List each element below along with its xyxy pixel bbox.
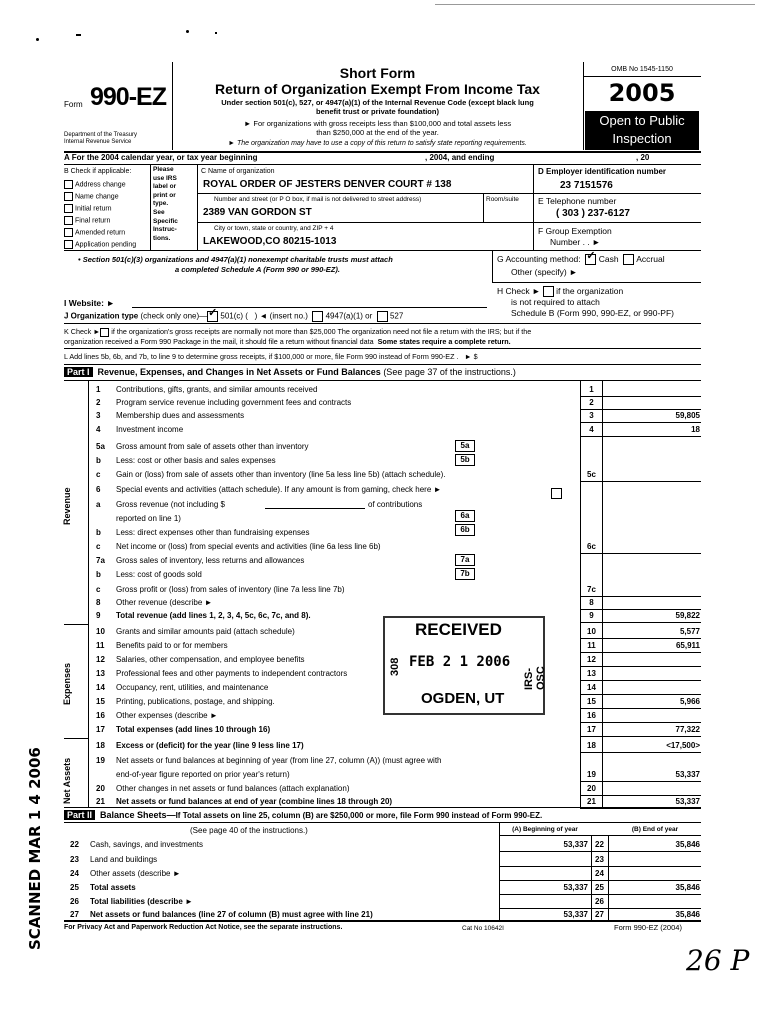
line-h: H Check ► if the organization xyxy=(497,286,624,296)
bs-row: 22 Cash, savings, and investments xyxy=(70,840,203,849)
k-checkbox[interactable] xyxy=(100,328,109,337)
org-type: J Organization type (check only one)—✓ 501(c) ( ) ◄ (insert no.) 4947(a)(1) or 527 xyxy=(64,311,403,322)
line-item: 14 Occupancy, rent, utilities, and maintenance xyxy=(96,683,269,692)
line-box-number: 15 xyxy=(587,697,596,706)
dept-line1: Department of the Treasury xyxy=(64,132,138,138)
line-rule xyxy=(580,596,701,597)
address-change-checkbox[interactable] xyxy=(64,180,73,189)
check-initial-return[interactable]: Initial return xyxy=(64,204,112,214)
city-label: City or town, state or country, and ZIP + 4 xyxy=(214,225,334,232)
line-item: 5a Gross amount from sale of assets other than inventory xyxy=(96,442,309,451)
line-item: c Gain or (loss) from sale of assets other than inventory (line 5a less line 5b) (attach schedule). xyxy=(96,470,446,479)
line-box-number: 8 xyxy=(589,598,594,607)
line-rule xyxy=(580,680,701,681)
bs-row: 27 Net assets or fund balances (line 27 of column (B) must agree with line 21) xyxy=(70,910,373,919)
accounting-other[interactable]: Other (specify) ► xyxy=(511,267,578,277)
schedule-b-checkbox[interactable] xyxy=(543,286,554,297)
line-h-2: is not required to attach xyxy=(511,297,600,307)
subtitle-2: benefit trust or private foundation) xyxy=(316,107,439,116)
bs-box-number: 26 xyxy=(595,897,604,906)
501c-checkbox[interactable] xyxy=(207,311,218,322)
line-rule xyxy=(580,622,701,623)
cat-number: Cat No 10642I xyxy=(462,925,504,932)
phone-value[interactable]: ( 303 ) 237-6127 xyxy=(556,208,630,219)
group-exemption-number: Number . . ► xyxy=(550,237,601,247)
line-rule xyxy=(580,736,701,737)
ein-value[interactable]: 23 7151576 xyxy=(560,180,613,191)
room-label: Room/suite xyxy=(486,196,519,203)
line-rule xyxy=(580,396,701,397)
subtitle-5: ► The organization may have to use a copy of this return to satisfy state reporting requirements. xyxy=(228,140,527,147)
scanned-stamp: SCANNED MAR 1 4 2006 xyxy=(26,747,44,950)
line-a-end: , 20 xyxy=(636,153,650,162)
subtitle-4: than $250,000 at the end of the year. xyxy=(316,128,439,137)
revenue-side-label: Revenue xyxy=(62,487,72,525)
line-item: c Gross profit or (loss) from sales of inventory (line 7a less line 7b) xyxy=(96,585,345,594)
line-item: 15 Printing, publications, postage, and shipping. xyxy=(96,697,275,706)
bs-col-b-value[interactable]: 35,846 xyxy=(675,883,700,892)
check-address-change[interactable]: Address change xyxy=(64,180,126,190)
org-name-label: C Name of organization xyxy=(201,168,275,175)
bs-col-a-value[interactable]: 53,337 xyxy=(563,910,588,919)
expenses-side-label: Expenses xyxy=(62,662,72,705)
line-rule xyxy=(580,808,701,809)
bs-see: (See page 40 of the instructions.) xyxy=(190,826,308,835)
line-box-number: 1 xyxy=(589,385,594,394)
phone-label: E Telephone number xyxy=(538,196,617,206)
bs-row: 24 Other assets (describe ► xyxy=(70,869,181,878)
bs-box-number: 24 xyxy=(595,869,604,878)
line-item: 12 Salaries, other compensation, and employee benefits xyxy=(96,655,305,664)
line-rule xyxy=(580,795,701,796)
line-item: 1 Contributions, gifts, grants, and similar amounts received xyxy=(96,385,318,394)
line-item: 6 Special events and activities (attach schedule). If any amount is from gaming, check here ► xyxy=(96,485,442,494)
street-label: Number and street (or P O box, if mail is not delivered to street address) xyxy=(214,196,422,203)
bs-col-b-value[interactable]: 35,846 xyxy=(675,840,700,849)
line-item: end-of-year figure reported on prior year's return) xyxy=(116,770,290,779)
line-box-number: 9 xyxy=(589,611,594,620)
line-box-number: 14 xyxy=(587,683,596,692)
bs-row: 23 Land and buildings xyxy=(70,855,158,864)
open-to-public-badge: Open to Public Inspection xyxy=(585,111,699,150)
line-item: 11 Benefits paid to or for members xyxy=(96,641,228,650)
bs-col-b-value[interactable]: 35,846 xyxy=(675,910,700,919)
line-item: 19 Net assets or fund balances at beginning of year (from line 27, column (A)) (must agree with xyxy=(96,756,442,765)
line-box-number: 13 xyxy=(587,669,596,678)
check-final-return[interactable]: Final return xyxy=(64,216,110,226)
line-rule xyxy=(580,553,701,554)
line-box-number: 17 xyxy=(587,725,596,734)
line-item: 7a Gross sales of inventory, less returns and allowances xyxy=(96,556,305,565)
bs-row: 26 Total liabilities (describe ► xyxy=(70,897,193,906)
line-amount[interactable]: <17,500> xyxy=(666,741,700,750)
part2-header: Part II Balance Sheets—If Total assets on line 25, column (B) are $250,000 or more, file Form 990 instead of Form 990-EZ. xyxy=(64,810,542,821)
name-change-checkbox[interactable] xyxy=(64,192,73,201)
line-box-number: 11 xyxy=(587,641,596,650)
line-item: 16 Other expenses (describe ► xyxy=(96,711,218,720)
bs-box-number: 22 xyxy=(595,840,604,849)
subtitle-3: ► For organizations with gross receipts less than $100,000 and total assets less xyxy=(243,119,512,128)
line-item: c Net income or (loss) from special events and activities (line 6a less line 6b) xyxy=(96,542,381,551)
bs-col-a-value[interactable]: 53,337 xyxy=(563,883,588,892)
accrual-checkbox[interactable] xyxy=(623,254,634,265)
bs-rule xyxy=(499,908,701,909)
org-name[interactable]: ROYAL ORDER OF JESTERS DENVER COURT # 138 xyxy=(203,179,452,190)
sec501-note-2: a completed Schedule A (Form 990 or 990-EZ). xyxy=(175,265,340,274)
line-box-number: 10 xyxy=(587,627,596,636)
form-title: Return of Organization Exempt From Income Tax xyxy=(215,81,540,97)
final-return-checkbox[interactable] xyxy=(64,216,73,225)
received-stamp: RECEIVED FEB 2 1 2006 OGDEN, UT 308 IRS-OSC xyxy=(383,616,545,715)
line-item: b Less: cost of goods sold xyxy=(96,570,202,579)
line-rule xyxy=(580,481,701,482)
bs-col-b: (B) End of year xyxy=(631,826,679,833)
line-item: 9 Total revenue (add lines 1, 2, 3, 4, 5c, 6c, 7c, and 8). xyxy=(96,611,311,620)
line-amount[interactable]: 53,337 xyxy=(675,770,700,779)
accounting-method: G Accounting method: ✓ Cash Accrual xyxy=(497,254,665,265)
bs-col-a-value[interactable]: 53,337 xyxy=(563,840,588,849)
box-5b: 5b xyxy=(455,454,475,466)
line-box-number: 16 xyxy=(587,711,596,720)
line-amount[interactable]: 5,966 xyxy=(679,697,700,706)
bs-box-number: 23 xyxy=(595,855,604,864)
line-amount[interactable]: 18 xyxy=(691,425,700,434)
line-item: 2 Program service revenue including government fees and contracts xyxy=(96,398,352,407)
line-box-number: 19 xyxy=(587,770,596,779)
of-contributions: of contributions xyxy=(368,500,423,509)
bs-row: 25 Total assets xyxy=(70,883,136,892)
line-item: 4 Investment income xyxy=(96,425,184,434)
bs-rule xyxy=(499,866,701,867)
line-box-number: 2 xyxy=(589,398,594,407)
box-5a: 5a xyxy=(455,440,475,452)
line-rule xyxy=(580,781,701,782)
gaming-checkbox[interactable] xyxy=(551,485,562,503)
bs-rule xyxy=(499,880,701,881)
line-h-3: Schedule B (Form 990, 990-EZ, or 990-PF) xyxy=(511,308,674,318)
line-amount[interactable]: 5,577 xyxy=(679,627,700,636)
cash-checkbox[interactable] xyxy=(585,254,596,265)
line-box-number: 5c xyxy=(587,470,596,479)
irs-label-instructions: Please use IRS label or print or type. See Specific Instruc- tions. xyxy=(153,166,178,242)
line-item: b Less: direct expenses other than fundraising expenses xyxy=(96,528,310,537)
org-street[interactable]: 2389 VAN GORDON ST xyxy=(203,207,312,218)
group-exemption-label: F Group Exemption xyxy=(538,226,612,236)
bs-col-a: (A) Beginning of year xyxy=(512,826,578,833)
line-rule xyxy=(580,638,701,639)
line-l: L Add lines 5b, 6b, and 7b, to line 9 to determine gross receipts, if $100,000 or more, file Form 990 instead of Form 990-EZ . ► $ xyxy=(64,352,478,361)
bs-box-number: 27 xyxy=(595,910,604,919)
527-checkbox[interactable] xyxy=(377,311,388,322)
website-label: I Website: ► xyxy=(64,298,115,308)
line-item: 20 Other changes in net assets or fund balances (attach explanation) xyxy=(96,784,350,793)
initial-return-checkbox[interactable] xyxy=(64,204,73,213)
line-rule xyxy=(580,694,701,695)
application-pending-checkbox[interactable] xyxy=(64,240,73,249)
line-box-number: 4 xyxy=(589,425,594,434)
form-number: 990-EZ xyxy=(90,83,166,111)
bs-box-number: 25 xyxy=(595,883,604,892)
form-footer: Form 990-EZ (2004) xyxy=(614,923,682,932)
line-item: 21 Net assets or fund balances at end of year (combine lines 18 through 20) xyxy=(96,797,393,806)
line-rule xyxy=(580,436,701,437)
line-box-number: 20 xyxy=(587,784,596,793)
ein-label: D Employer identification number xyxy=(538,167,667,176)
line-item: 8 Other revenue (describe ► xyxy=(96,598,213,607)
bs-rule xyxy=(499,894,701,895)
line-amount[interactable]: 65,911 xyxy=(675,641,700,650)
line-rule xyxy=(580,722,701,723)
omb-number: OMB No 1545-1150 xyxy=(611,66,673,73)
line-a-mid: , 2004, and ending xyxy=(425,153,495,162)
net-assets-side-label: Net Assets xyxy=(62,757,72,804)
sec501-note: • Section 501(c)(3) organizations and 4947(a)(1) nonexempt charitable trusts must attach xyxy=(78,255,393,264)
part1-header: Part I Revenue, Expenses, and Changes in Net Assets or Fund Balances (See page 37 of the instructions.) xyxy=(64,367,516,378)
line-amount[interactable]: 59,805 xyxy=(675,411,700,420)
line-item: reported on line 1) xyxy=(116,514,181,523)
line-rule xyxy=(580,422,701,423)
subtitle-1: Under section 501(c), 527, or 4947(a)(1) of the Internal Revenue Code (except black lung xyxy=(221,98,534,107)
line-box-number: 18 xyxy=(587,741,596,750)
bs-rule xyxy=(499,851,701,852)
line-item: 18 Excess or (deficit) for the year (line 9 less line 17) xyxy=(96,741,304,750)
tax-year: 2005 xyxy=(608,79,676,107)
privacy-notice: For Privacy Act and Paperwork Reduction Act Notice, see the separate instructions. xyxy=(64,924,343,931)
line-amount[interactable]: 77,322 xyxy=(675,725,700,734)
line-k: K Check ► if the organization's gross receipts are normally not more than $25,000 The organization need not file a return with the IRS; but if the xyxy=(64,327,532,336)
line-box-number: 6c xyxy=(587,542,596,551)
line-item: 17 Total expenses (add lines 10 through 16) xyxy=(96,725,271,734)
4947-checkbox[interactable] xyxy=(312,311,323,322)
short-form-title: Short Form xyxy=(339,65,416,81)
line-box-number: 21 xyxy=(587,797,596,806)
check-amended-return[interactable]: Amended return xyxy=(64,228,125,238)
line-item: b Less: cost or other basis and sales expenses xyxy=(96,456,276,465)
handwritten-note: 26 P xyxy=(686,944,750,977)
line-rule xyxy=(580,752,701,753)
box-7a: 7a xyxy=(455,554,475,566)
line-box-number: 7c xyxy=(587,585,596,594)
line-item: a Gross revenue (not including $ xyxy=(96,500,225,509)
line-rule xyxy=(580,666,701,667)
line-item: 3 Membership dues and assessments xyxy=(96,411,245,420)
check-name-change[interactable]: Name change xyxy=(64,192,119,202)
checks-title: B Check if applicable: xyxy=(64,168,132,175)
line-rule xyxy=(580,409,701,410)
box-6a: 6a xyxy=(455,510,475,522)
dept-line2: Internal Revenue Service xyxy=(64,139,132,145)
line-amount[interactable]: 59,822 xyxy=(675,611,700,620)
box-7b: 7b xyxy=(455,568,475,580)
line-rule xyxy=(580,609,701,610)
line-rule xyxy=(580,708,701,709)
line-box-number: 3 xyxy=(589,411,594,420)
line-amount[interactable]: 53,337 xyxy=(675,797,700,806)
line-a-label: A For the 2004 calendar year, or tax year beginning xyxy=(64,153,258,162)
amended-return-checkbox[interactable] xyxy=(64,228,73,237)
box-6b: 6b xyxy=(455,524,475,536)
line-k-2: organization received a Form 990 Package in the mail, it should file a return without financial data Some states require a complete return. xyxy=(64,337,511,346)
line-item: 10 Grants and similar amounts paid (attach schedule) xyxy=(96,627,295,636)
line-item: 13 Professional fees and other payments to independent contractors xyxy=(96,669,348,678)
org-city[interactable]: LAKEWOOD,CO 80215-1013 xyxy=(203,236,337,247)
form-prefix: Form xyxy=(64,100,83,109)
check-application-pending[interactable]: Application pending xyxy=(64,240,136,250)
line-box-number: 12 xyxy=(587,655,596,664)
line-rule xyxy=(580,652,701,653)
